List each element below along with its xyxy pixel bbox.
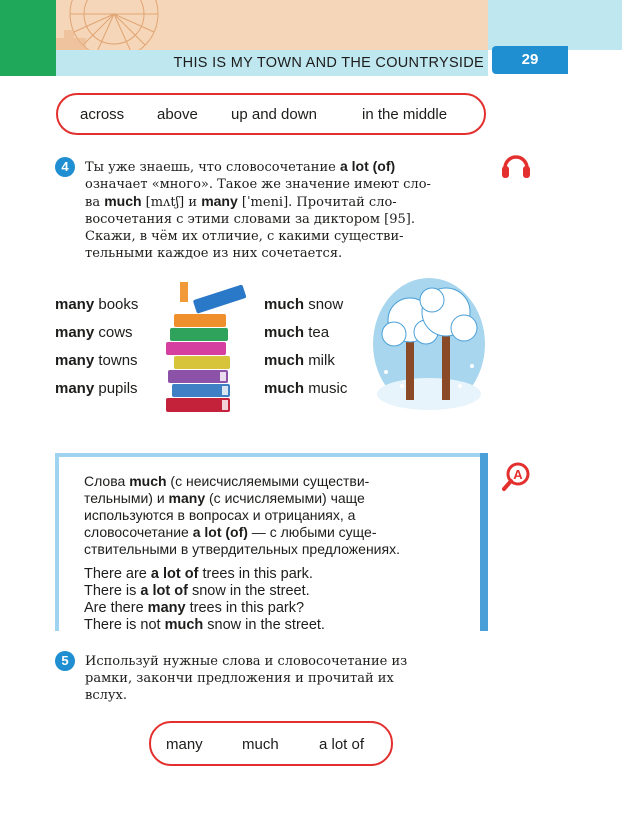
many-item: many towns (55, 352, 138, 369)
rule-line-5: ствительными в утвердительных предложениях. (84, 541, 400, 557)
much-item: much music (264, 380, 348, 397)
rule-text (84, 473, 456, 634)
example-sentence: There is a lot of snow in the street. (84, 583, 310, 599)
much-list (264, 295, 347, 407)
books-stack-illustration (160, 280, 252, 421)
word-a-lot-of: a lot of (319, 736, 365, 753)
exercise-4-number: 4 (55, 157, 75, 177)
ex4-line-1: Ты уже знаешь, что словосочетание a lot (of) (85, 158, 396, 175)
rule-line-3: используются в вопросах и отрицаниях, а (84, 507, 356, 523)
word-in-the-middle: in the middle (362, 106, 448, 123)
snowy-trees-illustration (372, 276, 486, 417)
header-sky (488, 0, 622, 50)
rule-box-side-bar (480, 453, 488, 631)
word-up-and-down: up and down (231, 106, 317, 123)
much-item: much snow (264, 296, 344, 313)
word-above: above (157, 106, 198, 123)
ex5-line-3: вслух. (85, 688, 127, 703)
exercise-5-number: 5 (55, 651, 75, 671)
ex4-line-4: восочетания с этими словами за диктором [95]. (85, 212, 415, 227)
headphones-icon[interactable] (500, 150, 532, 185)
ex4-line-2: означает «много». Такое же значение имеют сло- (85, 177, 431, 192)
ex4-line-5: Скажи, в чём их отличие, с какими существи- (85, 229, 404, 244)
chapter-title: THIS IS MY TOWN AND THE COUNTRYSIDE (173, 55, 484, 71)
word-across: across (80, 106, 125, 123)
header-green-block (0, 0, 56, 76)
exercise-5-text (85, 653, 489, 704)
ex5-line-1: Используй нужные слова и словосочетание из (85, 654, 408, 669)
rule-line-1: Слова much (с неисчисляемыми существи- (84, 473, 370, 489)
many-item: many books (55, 296, 139, 313)
example-sentence: There is not much snow in the street. (84, 617, 325, 633)
exercise-4-text (85, 158, 489, 262)
ferris-wheel-illustration (56, 0, 488, 50)
many-item: many pupils (55, 380, 138, 397)
rule-line-4: словосочетание a lot (of) — с любыми суще- (84, 524, 377, 540)
ex4-line-6: тельными каждое из них сочетается. (85, 246, 343, 261)
word-box-prepositions (56, 93, 486, 135)
page-number: 29 (492, 46, 568, 74)
many-item: many cows (55, 324, 133, 341)
ex4-line-3: ва much [mʌtʃ] и many [ˈmeni]. Прочитай сло- (85, 193, 397, 210)
much-item: much milk (264, 352, 335, 369)
example-sentence: Are there many trees in this park? (84, 600, 305, 616)
much-item: much tea (264, 324, 330, 341)
rule-line-2: тельными) и many (с исчисляемыми) чаще (84, 490, 365, 506)
many-list (55, 295, 138, 407)
svg-text:A: A (513, 467, 523, 482)
example-sentence: There are a lot of trees in this park. (84, 566, 313, 582)
grammar-a-icon (502, 462, 532, 497)
ex5-line-2: рамки, закончи предложения и прочитай их (85, 671, 394, 686)
header-illustration (56, 0, 488, 50)
word-box-quantifiers (149, 721, 393, 766)
word-much: much (242, 736, 279, 753)
word-many: many (166, 736, 203, 753)
